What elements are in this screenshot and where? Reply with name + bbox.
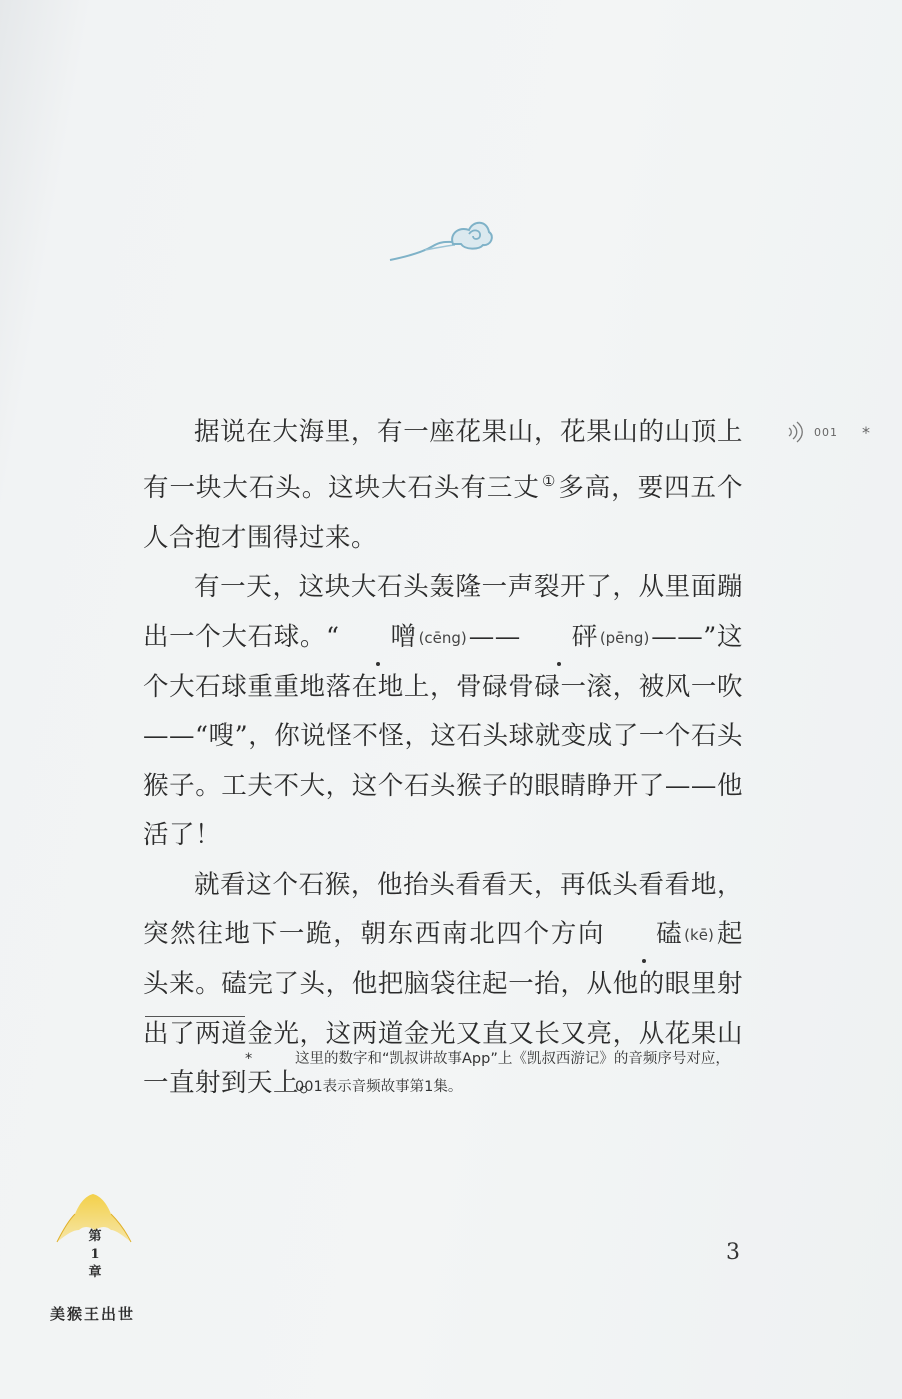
- chapter-title: 美猴王出世: [50, 1305, 136, 1323]
- emphasized-char-ceng: 噌: [340, 613, 417, 662]
- chapter-label-di: 第: [88, 1229, 102, 1244]
- chapter-marker: [55, 1190, 135, 1290]
- emphasized-char-peng: 砰: [521, 613, 598, 662]
- footnote-divider: [145, 1016, 245, 1017]
- paragraph-1-text: 据说在大海里，有一座花果山，花果山的山顶上有一块大石头。这块大石头有三丈: [143, 417, 743, 504]
- emphasized-char-ke: 磕: [605, 910, 682, 959]
- chapter-label-zhang: 章: [88, 1265, 102, 1280]
- audio-star: *: [862, 422, 870, 442]
- paragraph-2-dash: ——: [468, 621, 521, 652]
- pinyin-peng: (pēng): [599, 628, 650, 647]
- chapter-label-number: 1: [90, 1247, 100, 1262]
- paragraph-2: [143, 563, 743, 860]
- paragraph-2-text-a: 有一天，这块大石头轰隆一声裂开了，从里面蹦出一个大石球。“: [143, 572, 743, 652]
- audio-episode-number: 001: [814, 425, 838, 439]
- paragraph-3-text-b: 起头来。磕完了头，他把脑袋往起一抬，从他的眼里射出了两道金光，这两道金光又直又长又亮，从花果山一直射到天上。: [143, 919, 743, 1099]
- story-text: [143, 408, 743, 1109]
- cloud-ornament-icon: [385, 212, 495, 272]
- footnote-star: *: [245, 1051, 253, 1067]
- paragraph-1-rest: 多高，要四五个人合抱才围得过来。: [143, 473, 743, 553]
- paragraph-2-text-c: ——”这个大石球重重地落在地上，骨碌骨碌一滚，被风一吹——“嗖”，你说怪不怪，这石头球就变成了一个石头猴子。工夫不大，这个石头猴子的眼睛睁开了——他活了！: [143, 621, 743, 851]
- sound-wave-icon: [786, 420, 804, 444]
- pinyin-ceng: (cēng): [418, 628, 467, 647]
- page-number: 3: [726, 1240, 740, 1265]
- paragraph-3-text-a: 就看这个石猴，他抬头看看天，再低头看看地，突然往地下一跪，朝东西南北四个方向: [143, 869, 743, 950]
- footnote: [245, 1045, 745, 1101]
- paragraph-1: [143, 408, 743, 563]
- audio-marker: [786, 420, 876, 444]
- pinyin-ke: (kē): [684, 926, 714, 945]
- footnote-text: 这里的数字和“凯叔讲故事App”上《凯叔西游记》的音频序号对应，001表示音频故事第1集。: [295, 1051, 730, 1095]
- footnote-ref: ①: [541, 472, 557, 491]
